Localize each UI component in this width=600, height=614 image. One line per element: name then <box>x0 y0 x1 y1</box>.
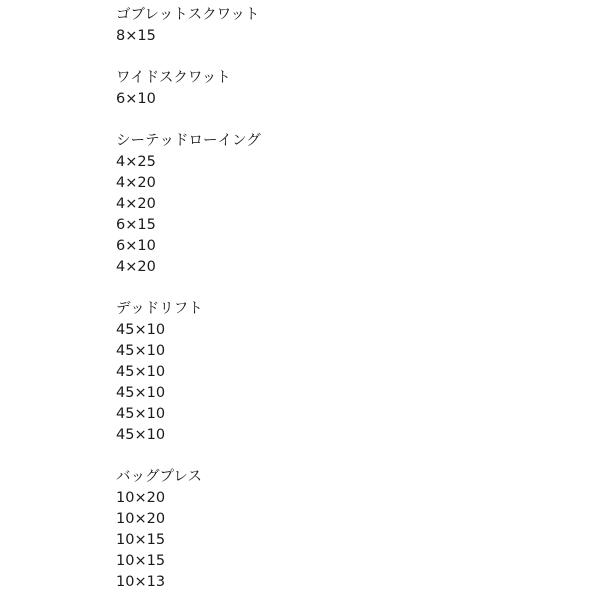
exercise-name: バッグプレス <box>116 469 202 485</box>
set-entry: 10×15 <box>116 532 166 548</box>
exercise-name: ゴブレットスクワット <box>116 7 260 23</box>
set-entry: 6×10 <box>116 238 156 254</box>
set-entry: 45×10 <box>116 322 166 338</box>
set-entry: 45×10 <box>116 406 166 422</box>
set-entry: 4×20 <box>116 259 156 275</box>
set-entry: 4×20 <box>116 175 156 191</box>
exercise-name: デッドリフト <box>116 301 203 317</box>
set-entry: 4×25 <box>116 154 156 170</box>
set-entry: 45×10 <box>116 364 166 380</box>
exercise-seated-rowing <box>116 131 580 278</box>
set-entry: 4×20 <box>116 196 156 212</box>
exercise-deadlift <box>116 299 580 446</box>
set-entry: 10×13 <box>116 574 166 590</box>
set-entry: 6×10 <box>116 91 156 107</box>
set-entry: 45×10 <box>116 385 166 401</box>
set-entry: 45×10 <box>116 343 166 359</box>
set-entry: 45×10 <box>116 427 166 443</box>
exercise-goblet-squat <box>116 5 580 47</box>
exercise-name: ワイドスクワット <box>116 70 231 86</box>
set-entry: 10×20 <box>116 490 166 506</box>
note-body <box>116 5 580 614</box>
set-entry: 6×15 <box>116 217 156 233</box>
exercise-wide-squat <box>116 68 580 110</box>
set-entry: 10×15 <box>116 553 166 569</box>
exercise-bag-press <box>116 467 580 593</box>
set-entry: 8×15 <box>116 28 156 44</box>
set-entry: 10×20 <box>116 511 166 527</box>
exercise-name: シーテッドローイング <box>116 133 261 149</box>
